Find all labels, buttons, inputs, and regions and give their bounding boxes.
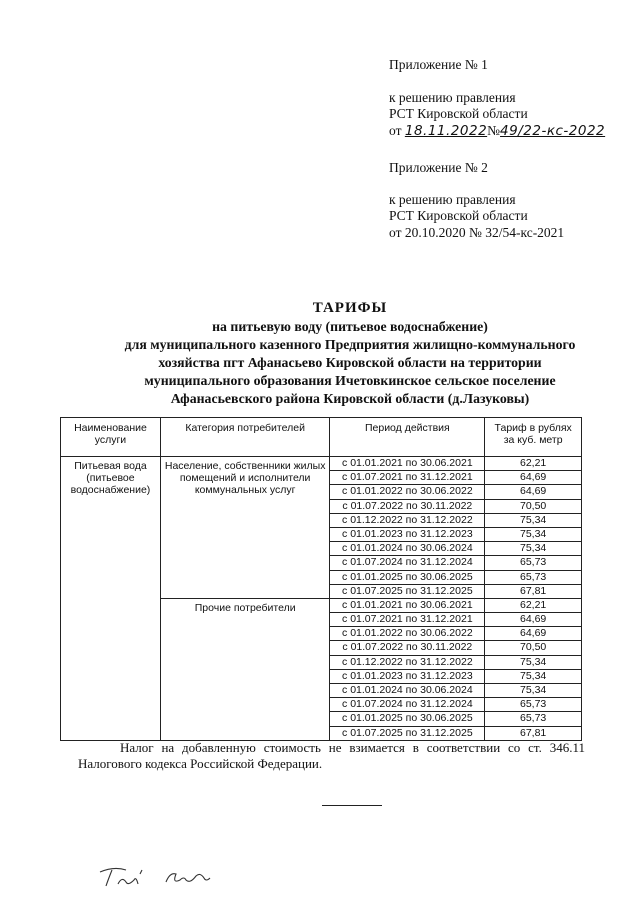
service-name-cell: Питьевая вода (питьевое водоснабжение) xyxy=(61,457,161,741)
period-cell: с 01.07.2024 по 31.12.2024 xyxy=(330,698,485,712)
period-cell: с 01.12.2022 по 31.12.2022 xyxy=(330,513,485,527)
table-header-row xyxy=(61,418,582,457)
vat-note: Налог на добавленную стоимость не взимается в соответствии со ст. 346.11 Налогового кодекса Российской Федерации. xyxy=(78,740,585,771)
tariff-value-cell: 75,34 xyxy=(485,542,582,556)
appendix-1-number-sign: № xyxy=(487,122,501,138)
tariff-value-cell: 62,21 xyxy=(485,457,582,471)
appendix-1-authority-line: РСТ Кировской области xyxy=(389,106,528,121)
table-row xyxy=(61,457,582,471)
tariff-value-cell: 65,73 xyxy=(485,712,582,726)
tariff-value-cell: 62,21 xyxy=(485,598,582,612)
tariff-value-cell: 64,69 xyxy=(485,485,582,499)
appendix-1-date-line xyxy=(389,123,605,140)
period-cell: с 01.01.2022 по 30.06.2022 xyxy=(330,627,485,641)
document-title-block xyxy=(60,299,640,408)
period-cell: с 01.01.2023 по 31.12.2023 xyxy=(330,669,485,683)
title-line-2: для муниципального казенного Предприятия жилищно-коммунального xyxy=(124,337,576,352)
appendix-1-date-handwritten: 18.11.2022 xyxy=(404,122,488,139)
period-cell: с 01.01.2024 по 30.06.2024 xyxy=(330,542,485,556)
period-cell: с 01.01.2021 по 30.06.2021 xyxy=(330,457,485,471)
tariff-value-cell: 64,69 xyxy=(485,627,582,641)
consumer-category-cell: Население, собственники жилых помещений и исполнители коммунальных услуг xyxy=(160,457,329,599)
header-period: Период действия xyxy=(330,418,485,457)
title-line-1: на питьевую воду (питьевое водоснабжение) xyxy=(212,319,488,334)
tariffs-table-body xyxy=(61,457,582,741)
appendix-2-date-line: от 20.10.2020 № 32/54-кс-2021 xyxy=(389,224,565,240)
title-line-3: хозяйства пгт Афанасьево Кировской области на территории xyxy=(158,355,542,370)
appendix-1-prefix: от xyxy=(389,122,402,138)
period-cell: с 01.12.2022 по 31.12.2022 xyxy=(330,655,485,669)
header-category: Категория потребителей xyxy=(160,418,329,457)
period-cell: с 01.07.2024 по 31.12.2024 xyxy=(330,556,485,570)
period-cell: с 01.01.2024 по 30.06.2024 xyxy=(330,684,485,698)
appendix-2-decision-line: к решению правления xyxy=(389,191,516,207)
tariff-value-cell: 65,73 xyxy=(485,570,582,584)
period-cell: с 01.01.2021 по 30.06.2021 xyxy=(330,598,485,612)
period-cell: с 01.07.2021 по 31.12.2021 xyxy=(330,471,485,485)
header-tariff: Тариф в рублях за куб. метр xyxy=(485,418,582,457)
tariff-value-cell: 64,69 xyxy=(485,613,582,627)
appendix-2-title: Приложение № 2 xyxy=(389,160,488,175)
tariff-value-cell: 75,34 xyxy=(485,527,582,541)
tariff-value-cell: 75,34 xyxy=(485,513,582,527)
tariff-value-cell: 70,50 xyxy=(485,499,582,513)
handwritten-signature-icon xyxy=(96,862,226,892)
period-cell: с 01.01.2025 по 30.06.2025 xyxy=(330,570,485,584)
period-cell: с 01.07.2025 по 31.12.2025 xyxy=(330,584,485,598)
tariff-value-cell: 75,34 xyxy=(485,684,582,698)
tariff-value-cell: 75,34 xyxy=(485,655,582,669)
tariff-value-cell: 67,81 xyxy=(485,726,582,740)
title-line-5: Афанасьевского района Кировской области (д.Лазуковы) xyxy=(170,391,530,406)
appendix-1-decision-line: к решению правления xyxy=(389,89,516,105)
appendix-2-authority-line: РСТ Кировской области xyxy=(389,208,528,223)
tariffs-table xyxy=(60,417,582,741)
tariff-value-cell: 65,73 xyxy=(485,698,582,712)
appendix-1-number-handwritten: 49/22-кс-2022 xyxy=(500,122,606,139)
period-cell: с 01.07.2021 по 31.12.2021 xyxy=(330,613,485,627)
period-cell: с 01.01.2023 по 31.12.2023 xyxy=(330,527,485,541)
appendix-1-block xyxy=(389,57,605,139)
period-cell: с 01.07.2025 по 31.12.2025 xyxy=(330,726,485,740)
appendix-1-title: Приложение № 1 xyxy=(389,57,488,72)
tariff-value-cell: 67,81 xyxy=(485,584,582,598)
tariff-value-cell: 70,50 xyxy=(485,641,582,655)
document-title: ТАРИФЫ xyxy=(312,300,388,316)
period-cell: с 01.07.2022 по 30.11.2022 xyxy=(330,499,485,513)
period-cell: с 01.07.2022 по 30.11.2022 xyxy=(330,641,485,655)
header-service: Наименование услуги xyxy=(61,418,161,457)
title-line-4: муниципального образования Ичетовкинское сельское поселение xyxy=(144,373,556,388)
tariff-value-cell: 65,73 xyxy=(485,556,582,570)
tariff-value-cell: 64,69 xyxy=(485,471,582,485)
consumer-category-cell: Прочие потребители xyxy=(160,598,329,740)
closing-rule xyxy=(322,805,382,806)
period-cell: с 01.01.2022 по 30.06.2022 xyxy=(330,485,485,499)
period-cell: с 01.01.2025 по 30.06.2025 xyxy=(330,712,485,726)
tariff-value-cell: 75,34 xyxy=(485,669,582,683)
appendix-2-block xyxy=(389,160,564,241)
